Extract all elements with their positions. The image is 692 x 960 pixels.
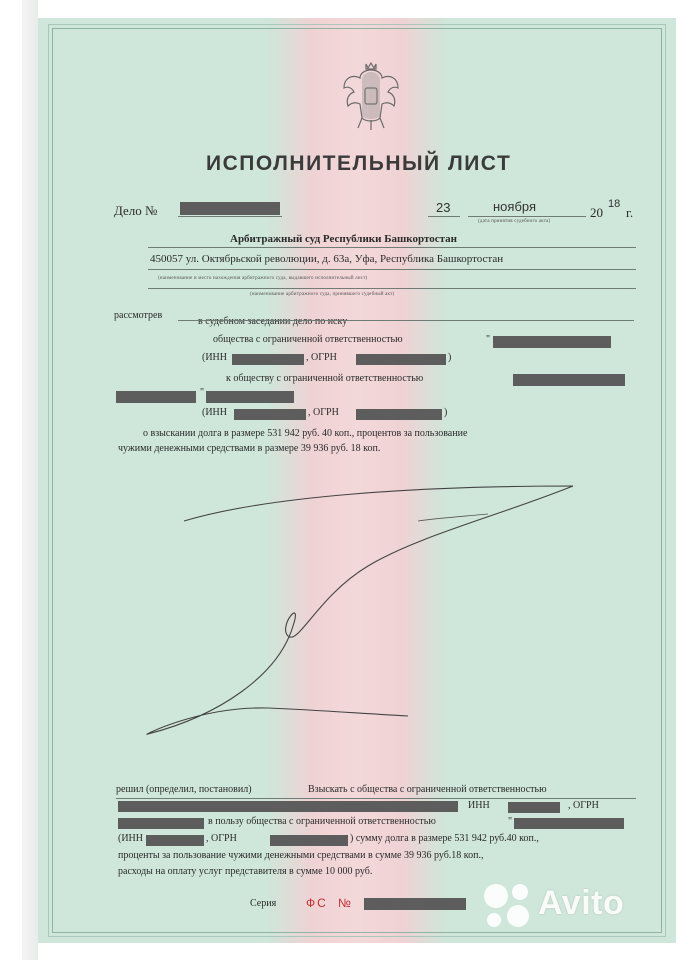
plaintiff-ogrn-label: , ОГРН — [306, 352, 337, 363]
case-underline — [178, 216, 282, 217]
court-line-3 — [148, 288, 636, 289]
court-caption-2: (наименование арбитражного суда, принявшего судебный акт) — [250, 292, 395, 297]
case-number-redacted — [180, 202, 280, 215]
defendant-line: к обществу с ограниченной ответственностью — [226, 373, 424, 384]
debtor-ogrn-redacted — [118, 818, 204, 829]
plaintiff-name-redacted — [493, 336, 611, 348]
debtor-inn-redacted — [508, 802, 560, 813]
decision-inn-paren: (ИНН — [118, 833, 143, 844]
defendant-close: ) — [444, 407, 448, 418]
plaintiff-inn-redacted — [232, 354, 304, 365]
plaintiff-close: ) — [448, 352, 452, 363]
signature-scribble — [118, 476, 578, 746]
date-month: ноября — [493, 199, 537, 214]
defendant-quote: " — [200, 387, 205, 398]
date-month-underline — [468, 216, 586, 217]
plaintiff-quote: " — [486, 334, 491, 345]
date-day: 23 — [436, 200, 451, 215]
court-name-underline — [148, 247, 636, 248]
coat-of-arms-icon — [340, 60, 402, 132]
number-sign: № — [338, 896, 353, 910]
defendant-name-redacted-1 — [513, 374, 625, 386]
defendant-name-redacted-2 — [116, 391, 196, 403]
creditor-inn-redacted — [146, 835, 204, 846]
court-address-underline — [148, 269, 636, 270]
considered-underline — [178, 320, 634, 321]
paper-left-edge — [22, 0, 38, 960]
defendant-inn-label: (ИНН — [202, 407, 227, 418]
avito-dots-icon — [480, 880, 536, 930]
court-name: Арбитражный суд Республики Башкортостан — [230, 233, 457, 245]
decision-quote: " — [508, 816, 513, 827]
defendant-ogrn-redacted — [356, 409, 442, 420]
decision-text-2: в пользу общества с ограниченной ответственностью — [208, 816, 436, 827]
plaintiff-ogrn-redacted — [356, 354, 446, 365]
creditor-ogrn-redacted — [270, 835, 348, 846]
claim-line-2: чужими денежными средствами в размере 39 936 руб. 18 коп. — [118, 443, 381, 454]
date-year-suffix: 18 — [608, 198, 621, 210]
avito-watermark: Avito — [538, 884, 625, 922]
series-label: Серия — [250, 898, 277, 909]
defendant-name-redacted-3 — [206, 391, 294, 403]
decision-inn-1: ИНН — [468, 800, 490, 811]
defendant-inn-redacted — [234, 409, 306, 420]
decision-text-4: проценты за пользование чужими денежными средствами в сумме 39 936 руб.18 коп., — [118, 850, 484, 861]
case-label: Дело № — [114, 203, 158, 218]
plaintiff-inn-label: (ИНН — [202, 352, 227, 363]
decision-text-5: расходы на оплату услуг представителя в сумме 10 000 руб. — [118, 866, 373, 877]
series-code: ФС — [306, 896, 328, 910]
decision-text-3: ) сумму долга в размере 531 942 руб.40 коп., — [350, 833, 539, 844]
court-address: 450057 ул. Октябрьской революции, д. 63а, Уфа, Республика Башкортостан — [150, 253, 504, 265]
considered-label: рассмотрев — [114, 310, 163, 321]
debtor-name-redacted — [118, 801, 458, 812]
document-sheet — [38, 18, 676, 943]
decision-label: решил (определил, постановил) — [116, 784, 252, 795]
defendant-ogrn-label: , ОГРН — [308, 407, 339, 418]
page-title: ИСПОЛНИТЕЛЬНЫЙ ЛИСТ — [206, 152, 512, 175]
date-year-prefix: 20 — [590, 205, 603, 220]
claim-line-1: о взыскании долга в размере 531 942 руб. 40 коп., процентов за пользование — [143, 428, 468, 439]
decision-ogrn-2: , ОГРН — [206, 833, 237, 844]
court-caption: (наименование и место нахождения арбитражного суда, выдавшего исполнительный лист) — [158, 276, 368, 281]
creditor-name-redacted — [514, 818, 624, 829]
considered-text: в судебном заседании дело по иску — [198, 316, 348, 327]
date-year-unit: г. — [626, 205, 634, 220]
decision-ogrn-1: , ОГРН — [568, 800, 599, 811]
date-day-underline — [428, 216, 460, 217]
series-number-redacted — [364, 898, 466, 910]
decision-text-1: Взыскать с общества с ограниченной ответственностью — [308, 784, 547, 795]
plaintiff-line: общества с ограниченной ответственностью — [213, 334, 403, 345]
date-caption: (дата принятия судебного акта) — [478, 219, 551, 224]
decision-underline — [116, 798, 636, 799]
